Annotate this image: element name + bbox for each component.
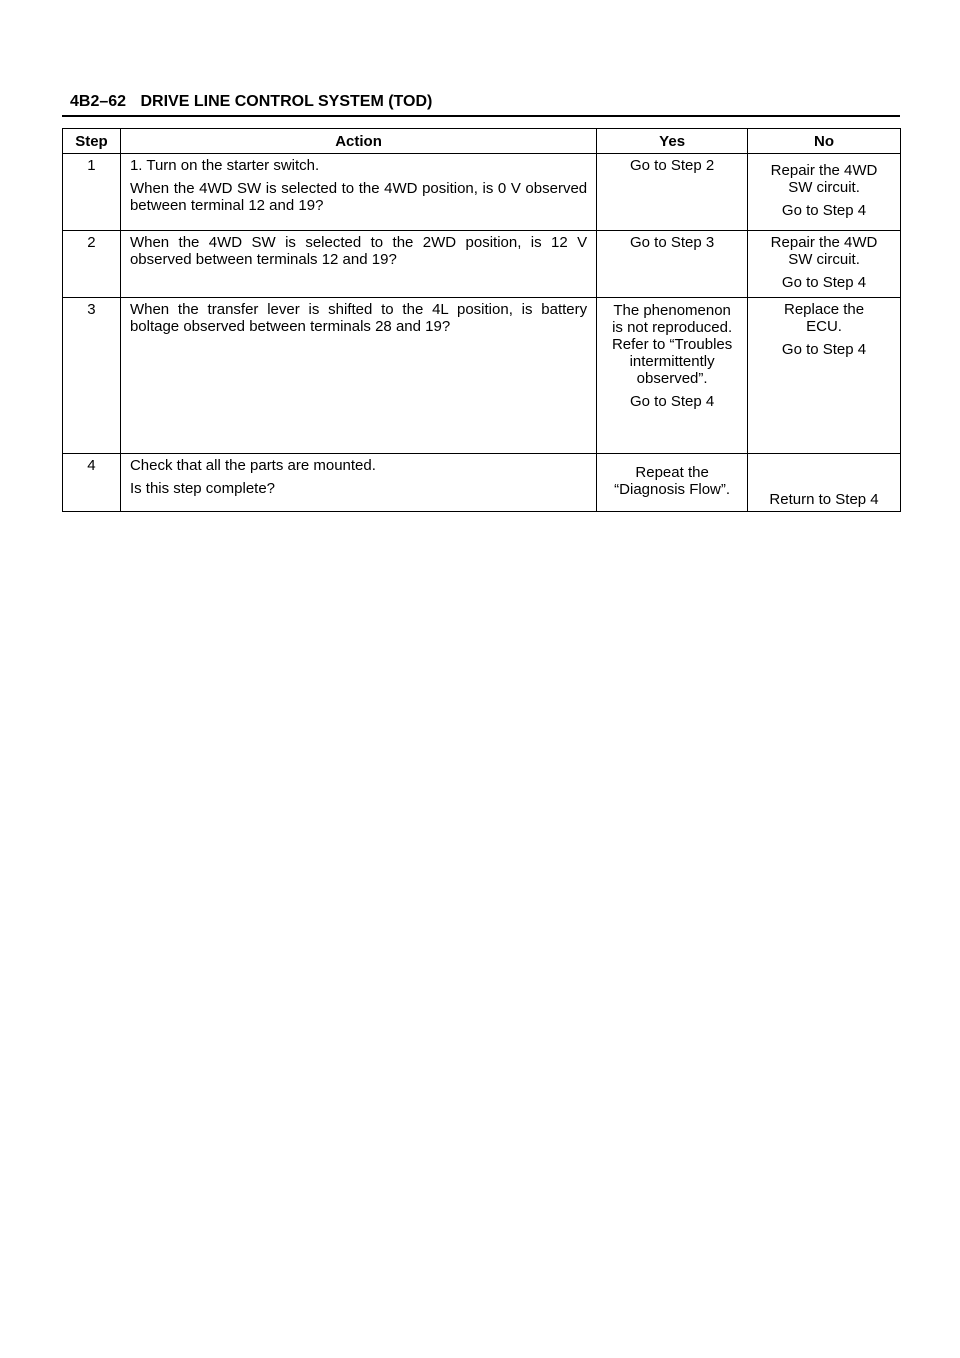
no-goto: Go to Step 4 xyxy=(781,202,867,219)
section-code: 4B2–62 xyxy=(70,93,127,110)
action-text: Is this step complete? xyxy=(129,480,276,497)
header-rule xyxy=(62,115,900,117)
table-header-row xyxy=(63,129,901,154)
yes-text: Repeat the “Diagnosis Flow”. xyxy=(614,464,731,498)
yes-cell xyxy=(597,298,748,454)
action-text: When the 4WD SW is selected to the 2WD position, is 12 V observed between terminals 12 and 19? xyxy=(129,234,588,268)
table-row xyxy=(63,154,901,231)
yes-goto: Go to Step 3 xyxy=(629,234,715,251)
section-title: DRIVE LINE CONTROL SYSTEM (TOD) xyxy=(140,93,433,110)
step-number: 3 xyxy=(63,298,121,454)
yes-goto: Go to Step 2 xyxy=(629,157,715,174)
no-cell xyxy=(748,298,901,454)
table-row xyxy=(63,298,901,454)
yes-text: The phenomenon is not reproduced. Refer to “Troubles intermittently observed”. xyxy=(611,302,733,387)
action-cell xyxy=(120,298,596,454)
column-header-yes: Yes xyxy=(597,129,748,154)
action-cell xyxy=(120,154,596,231)
no-goto: Return to Step 4 xyxy=(769,491,879,508)
action-cell xyxy=(120,454,596,512)
no-goto: Go to Step 4 xyxy=(781,341,867,358)
step-number: 4 xyxy=(63,454,121,512)
no-cell xyxy=(748,154,901,231)
page-header xyxy=(62,92,900,112)
no-text: Repair the 4WD SW circuit. xyxy=(770,234,878,268)
yes-cell xyxy=(597,231,748,298)
action-text: 1. Turn on the starter switch. xyxy=(129,157,320,174)
action-text: Check that all the parts are mounted. xyxy=(129,457,376,474)
step-number: 2 xyxy=(63,231,121,298)
column-header-step: Step xyxy=(63,129,121,154)
yes-cell xyxy=(597,154,748,231)
table-row xyxy=(63,231,901,298)
no-text: Replace the ECU. xyxy=(784,301,865,335)
action-text: When the transfer lever is shifted to the 4L position, is battery boltage observed between terminals 28 and 19? xyxy=(129,301,588,335)
action-cell xyxy=(120,231,596,298)
no-text: Repair the 4WD SW circuit. xyxy=(770,162,878,196)
yes-goto: Go to Step 4 xyxy=(629,393,715,410)
column-header-no: No xyxy=(748,129,901,154)
column-header-action: Action xyxy=(120,129,596,154)
step-number: 1 xyxy=(63,154,121,231)
action-text: When the 4WD SW is selected to the 4WD position, is 0 V observed between terminal 12 and 19? xyxy=(129,180,588,214)
yes-cell xyxy=(597,454,748,512)
table-row xyxy=(63,454,901,512)
no-cell xyxy=(748,231,901,298)
no-cell xyxy=(748,454,901,512)
no-goto: Go to Step 4 xyxy=(781,274,867,291)
diagnosis-table xyxy=(62,128,901,512)
